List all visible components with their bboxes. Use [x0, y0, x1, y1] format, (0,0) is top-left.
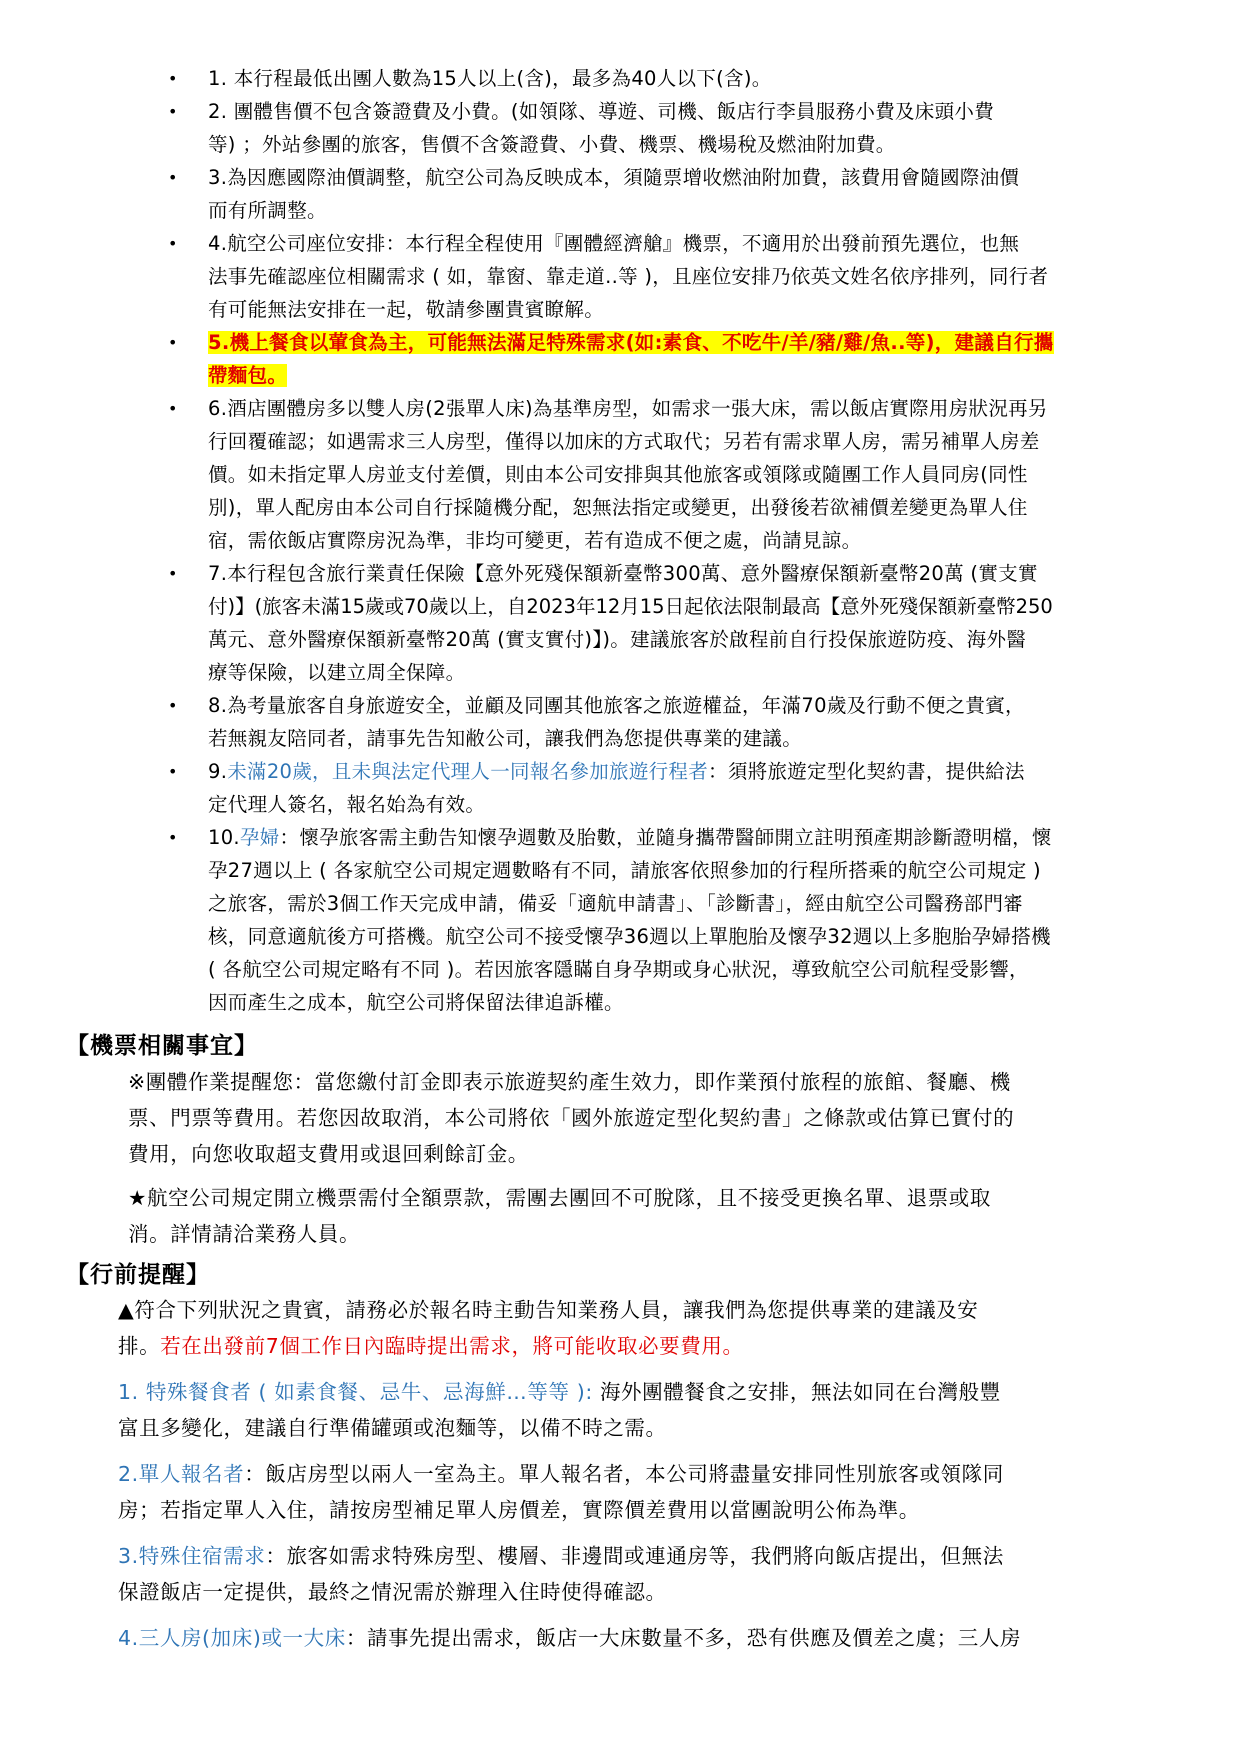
- list-item-highlighted: • 5.機上餐食以葷食為主，可能無法滿足特殊需求(如:素食、不吃牛/羊/豬/雞/魚..等)，建議自行攜 帶麵包。: [168, 331, 1054, 387]
- list-item: • 10.孕婦：懷孕旅客需主動告知懷孕週數及胎數，並隨身攜帶醫師開立註明預產期診斷證明檔，懷 孕27週以上 ( 各家航空公司規定週數略有不同，請旅客依照參加的行程所搭乘的航空公司規定 ) 之旅客，需於3個工作天完成申請，備妥「適航申請書」、「診斷書」，經由航空公司醫務部門審 核，同意適航後方可搭機。航空公司不接受懷孕36週以上單胞胎及懷孕32週以上多胞胎孕婦搭機 ( 各航空公司規定略有不同 )。若因旅客隱瞞自身孕期或身心狀況，導致航空公司航程受影響， 因而產生之成本，航空公司將保留法律追訴權。: [168, 826, 1052, 1014]
- highlighted-text: 帶麵包。: [208, 364, 288, 387]
- list-item: • 1. 本行程最低出團人數為15人以上(含)，最多為40人以下(含)。: [168, 67, 772, 90]
- list-item: • 7.本行程包含旅行業責任保險【意外死殘保額新臺幣300萬、意外醫療保額新臺幣20萬 (實支實 付)】(旅客未滿15歲或70歲以上，自2023年12月15日起依法限制最高【意外死殘保額新臺幣250 萬元、意外醫療保額新臺幣20萬 (實支實付)】)。建議旅客於啟程前自行投保旅遊防疫、海外醫 療等保險，以建立周全保障。: [168, 562, 1053, 684]
- list-item: • 2. 團體售價不包含簽證費及小費。(如領隊、導遊、司機、飯店行李員服務小費及床頭小費 等) ；外站參團的旅客，售價不含簽證費、小費、機票、機場稅及燃油附加費。: [168, 100, 995, 156]
- pretrip-item-3: 3.特殊住宿需求：旅客如需求特殊房型、樓層、非邊間或連通房等，我們將向飯店提出，但無法 保證飯店一定提供，最終之情況需於辦理入住時使得確認。: [118, 1544, 1004, 1604]
- list-item: • 6.酒店團體房多以雙人房(2張單人床)為基準房型，如需求一張大床，需以飯店實際用房狀況再另 行回覆確認；如遇需求三人房型，僅得以加床的方式取代；另若有需求單人房，需另補單人房差 價。如未指定單人房並支付差價，則由本公司安排與其他旅客或領隊或隨團工作人員同房(同性 別)，單人配房由本公司自行採隨機分配，恕無法指定或變更，出發後若欲補價差變更為單人住 宿，需依飯店實際房況為準，非均可變更，若有造成不便之處，尚請見諒。: [168, 397, 1048, 552]
- list-item: • 8.為考量旅客自身旅遊安全，並顧及同團其他旅客之旅遊權益，年滿70歲及行動不便之貴賓， 若無親友陪同者，請事先告知敝公司，讓我們為您提供專業的建議。: [168, 694, 1025, 750]
- section-title-ticket: 【機票相關事宜】: [66, 1033, 258, 1059]
- pretrip-item-2: 2.單人報名者：飯店房型以兩人一室為主。單人報名者，本公司將盡量安排同性別旅客或領隊同 房；若指定單人入住，請按房型補足單人房價差，實際價差費用以當團說明公佈為準。: [118, 1462, 1004, 1522]
- list-item: • 4.航空公司座位安排：本行程全程使用『團體經濟艙』機票，不適用於出發前預先選位，也無 法事先確認座位相關需求 ( 如，靠窗、靠走道..等 )，且座位安排乃依英文姓名依序排列，同行者 有可能無法安排在一起，敬請參團貴賓瞭解。: [168, 232, 1049, 321]
- pretrip-intro: ▲符合下列狀況之貴賓，請務必於報名時主動告知業務人員，讓我們為您提供專業的建議及安 排。若在出發前7個工作日內臨時提出需求，將可能收取必要費用。: [118, 1298, 979, 1358]
- list-item: • 3.為因應國際油價調整，航空公司為反映成本，須隨票增收燃油附加費，該費用會隨國際油價 而有所調整。: [168, 166, 1020, 222]
- minor-notice-label: 未滿20歲，且未與法定代理人一同報名參加旅遊行程者: [227, 760, 709, 783]
- ticket-paragraph-1: ※團體作業提醒您：當您繳付訂金即表示旅遊契約產生效力，即作業預付旅程的旅館、餐廳、機 票、門票等費用。若您因故取消，本公司將依「國外旅遊定型化契約書」之條款或估算已實付的 費用，向您收取超支費用或退回剩餘訂金。: [128, 1070, 1015, 1166]
- notes-list: [160, 62, 1180, 1019]
- pretrip-item-1: 1. 特殊餐食者 ( 如素食餐、忌牛、忌海鮮…等等 ): 海外團體餐食之安排，無法如同在台灣般豐 富且多變化，建議自行準備罐頭或泡麵等，以備不時之需。: [118, 1380, 1001, 1440]
- list-item: • 9.未滿20歲，且未與法定代理人一同報名參加旅遊行程者：須將旅遊定型化契約書，提供給法 定代理人簽名，報名始為有效。: [168, 760, 1025, 816]
- fee-warning-text: 若在出發前7個工作日內臨時提出需求，將可能收取必要費用。: [160, 1334, 744, 1358]
- pretrip-item-4: 4.三人房(加床)或一大床：請事先提出需求，飯店一大床數量不多，恐有供應及價差之虞；三人房: [118, 1626, 1022, 1650]
- highlighted-text: 5.機上餐食以葷食為主，可能無法滿足特殊需求(如:素食、不吃牛/羊/豬/雞/魚..等)，建議自行攜: [208, 331, 1054, 354]
- ticket-paragraph-2: ★航空公司規定開立機票需付全額票款，需團去團回不可脫隊，且不接受更換名單、退票或取 消。詳情請洽業務人員。: [128, 1186, 991, 1246]
- pregnant-label: 孕婦: [239, 826, 280, 849]
- section-title-pretrip: 【行前提醒】: [66, 1262, 210, 1288]
